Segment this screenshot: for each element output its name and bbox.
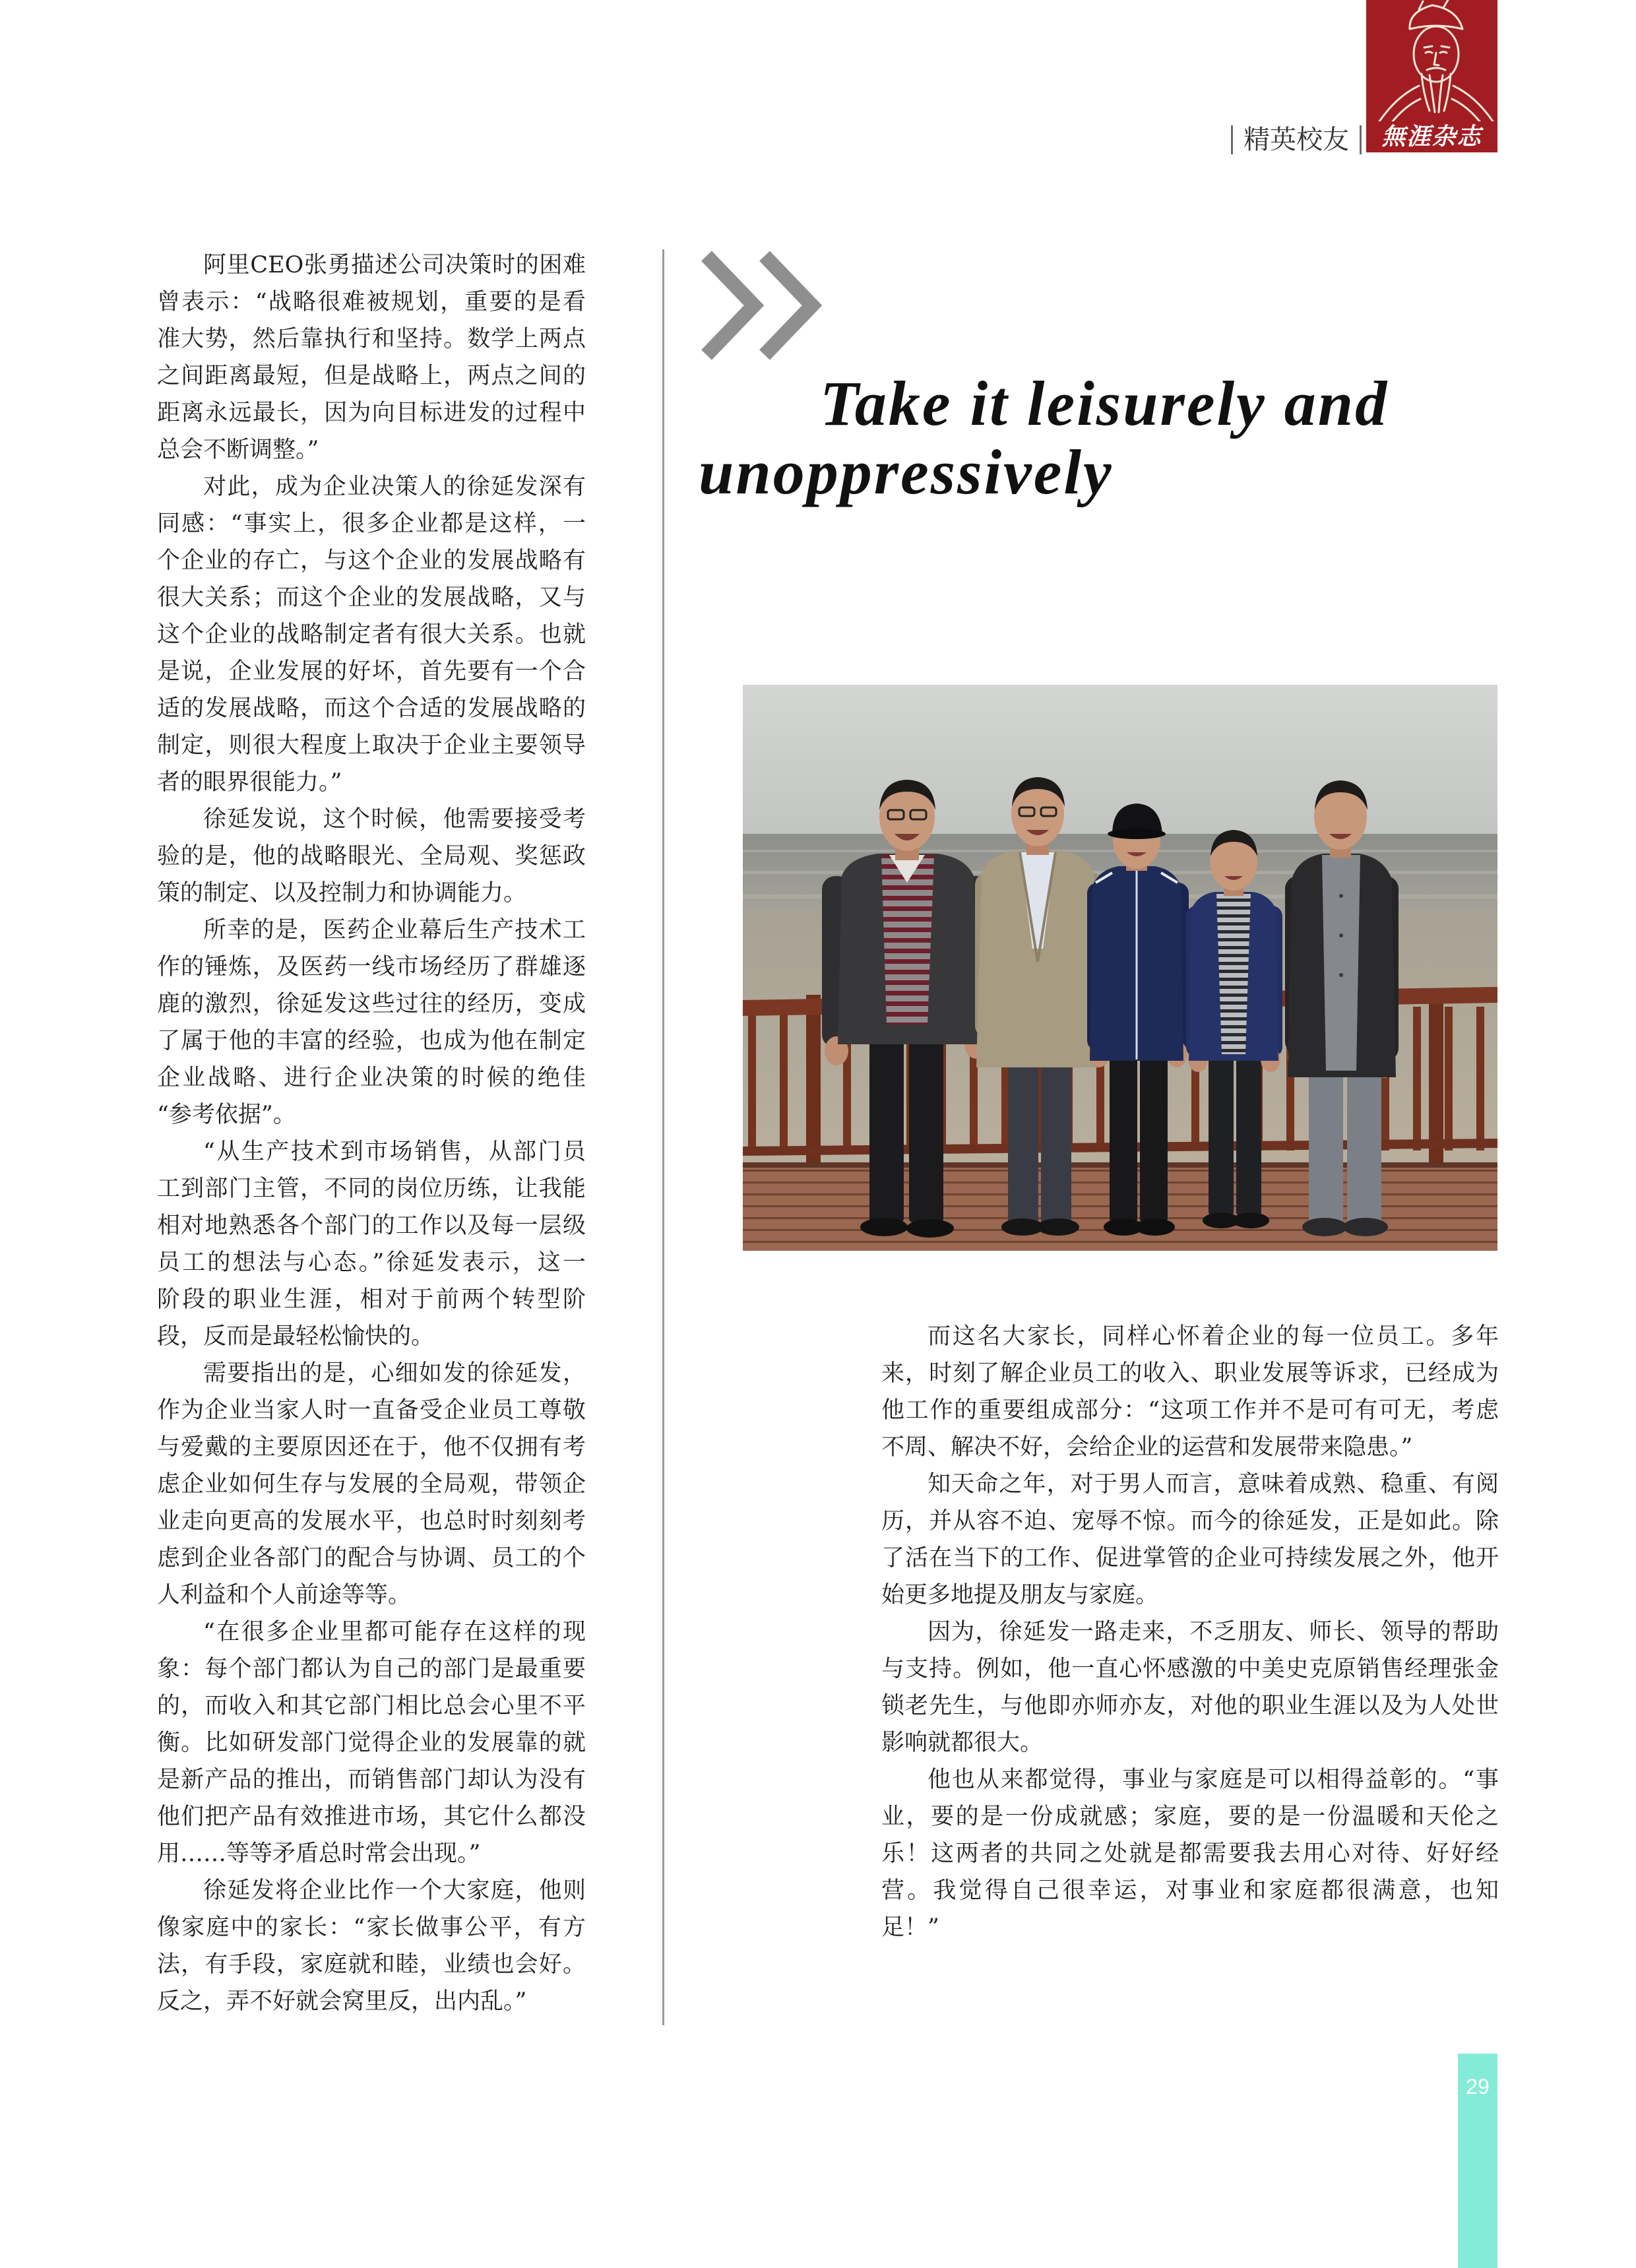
text-line: 曾表示：“战略很难被规划，重要的是看 [157, 289, 586, 315]
text-line: 虑企业如何生存与发展的全局观，带领企 [157, 1471, 586, 1497]
article-title: Take it leisurely and unoppressively [699, 368, 1389, 507]
text-line: 同感：“事实上，很多企业都是这样，一 [157, 511, 586, 537]
text-line: 他也从来都觉得，事业与家庭是可以相得益彰的。“事 [928, 1767, 1499, 1793]
text-line: 而这名大家长，同样心怀着企业的每一位员工。多年 [928, 1323, 1499, 1350]
text-line: 是说，企业发展的好坏，首先要有一个合 [157, 658, 586, 685]
paragraph [157, 912, 586, 1133]
text-line: “从生产技术到市场销售，从部门员 [203, 1139, 586, 1165]
text-line: 来，时刻了解企业员工的收入、职业发展等诉求，已经成为 [881, 1360, 1499, 1387]
text-line: 影响就都很大。 [881, 1730, 1044, 1756]
text-line: 不周、解决不好，会给企业的运营和发展带来隐患。” [881, 1434, 1413, 1461]
text-line: 适的发展战略，而这个合适的发展战略的 [157, 695, 586, 722]
text-line: 阶段的职业生涯，相对于前两个转型阶 [157, 1286, 586, 1313]
text-line: 个企业的存亡，与这个企业的发展战略有 [157, 548, 586, 574]
text-line: 了活在当下的工作、促进掌管的企业可持续发展之外，他开 [881, 1545, 1499, 1571]
text-line: 作的锤炼，及医药一线市场经历了群雄逐 [157, 954, 586, 980]
paragraph [157, 1872, 586, 2020]
logo-text: 無涯杂志 [1381, 123, 1482, 150]
text-line: 锁老先生，与他即亦师亦友，对他的职业生涯以及为人处世 [881, 1693, 1499, 1719]
text-line: “在很多企业里都可能存在这样的现 [203, 1619, 586, 1645]
text-line: 法，有手段，家庭就和睦，业绩也会好。 [157, 1951, 586, 1978]
text-line: 是新产品的推出，而销售部门却认为没有 [157, 1767, 586, 1793]
paragraph [157, 247, 586, 468]
paragraph [157, 1614, 586, 1872]
text-line: 很大关系；而这个企业的发展战略，又与 [157, 584, 586, 611]
text-line: 衡。比如研发部门觉得企业的发展靠的就 [157, 1730, 586, 1756]
text-line: 员工的想法与心态。”徐延发表示，这一 [157, 1249, 586, 1276]
portrait-illustration [1366, 0, 1497, 121]
text-line: 工到部门主管，不同的岗位历练，让我能 [157, 1176, 586, 1202]
text-line: 所幸的是，医药企业幕后生产技术工 [203, 917, 586, 943]
text-line: 足！” [881, 1914, 939, 1941]
text-line: 反之，弄不好就会窝里反，出内乱。” [157, 1988, 527, 2015]
paragraph [157, 468, 586, 801]
text-line: 鹿的激烈，徐延发这些过往的经历，变成 [157, 991, 586, 1017]
text-line: 段，反而是最轻松愉快的。 [157, 1323, 435, 1350]
text-line: 像家庭中的家长：“家长做事公平，有方 [157, 1914, 586, 1941]
paragraph [881, 1761, 1499, 1946]
page-number-tab [1458, 2054, 1497, 2268]
text-line: 需要指出的是，心细如发的徐延发， [203, 1360, 586, 1387]
text-line: 知天命之年，对于男人而言，意味着成熟、稳重、有阅 [928, 1471, 1499, 1497]
text-line: 对此，成为企业决策人的徐延发深有 [203, 474, 586, 500]
text-line: 总会不断调整。” [157, 437, 319, 463]
text-line: 历，并从容不迫、宠辱不惊。而今的徐延发，正是如此。除 [881, 1508, 1499, 1534]
text-line: 这个企业的战略制定者有很大关系。也就 [157, 621, 586, 648]
text-line: 者的眼界很能力。” [157, 769, 342, 796]
text-line: 的，而收入和其它部门相比总会心里不平 [157, 1693, 586, 1719]
text-line: 制定，则很大程度上取决于企业主要领导 [157, 732, 586, 759]
section-label: 精英校友 [1231, 125, 1362, 154]
text-line: 相对地熟悉各个部门的工作以及每一层级 [157, 1213, 586, 1239]
paragraph [881, 1614, 1499, 1761]
paragraph [157, 1133, 586, 1355]
left-text-column [157, 247, 586, 2020]
text-line: 策的制定、以及控制力和协调能力。 [157, 880, 527, 906]
paragraph [881, 1466, 1499, 1614]
text-line: 人利益和个人前途等等。 [157, 1582, 412, 1608]
text-line: 业走向更高的发展水平，也总时时刻刻考 [157, 1508, 586, 1534]
text-line: 企业战略、进行企业决策的时候的绝佳 [157, 1065, 586, 1091]
text-line: 作为企业当家人时一直备受企业员工尊敬 [157, 1397, 586, 1424]
text-line: 徐延发将企业比作一个大家庭，他则 [203, 1877, 586, 1904]
text-line: 虑到企业各部门的配合与协调、员工的个 [157, 1545, 586, 1571]
text-line: 始更多地提及朋友与家庭。 [881, 1582, 1159, 1608]
text-line: 用……等等矛盾总时常会出现。” [157, 1841, 481, 1867]
magazine-logo [1366, 0, 1497, 152]
text-line: 业，要的是一份成就感；家庭，要的是一份温暖和天伦之 [881, 1804, 1499, 1830]
group-photo [743, 685, 1497, 1251]
text-line: 之间距离最短，但是战略上，两点之间的 [157, 363, 586, 389]
text-line: 因为，徐延发一路走来，不乏朋友、师长、领导的帮助 [928, 1619, 1499, 1645]
paragraph [157, 801, 586, 912]
text-line: 阿里CEO张勇描述公司决策时的困难 [203, 252, 586, 278]
double-chevron-icon [699, 249, 824, 362]
text-line: 验的是，他的战略眼光、全局观、奖惩政 [157, 843, 586, 869]
text-line: 徐延发说，这个时候，他需要接受考 [203, 806, 586, 833]
right-text-column [881, 1318, 1499, 1946]
text-line: 乐！这两者的共同之处就是都需要我去用心对待、好好经 [881, 1841, 1499, 1867]
column-divider [662, 249, 664, 2025]
page-number: 29 [1466, 2075, 1490, 2098]
text-line: 准大势，然后靠执行和坚持。数学上两点 [157, 326, 586, 352]
text-line: 了属于他的丰富的经验，也成为他在制定 [157, 1028, 586, 1054]
text-line: 象：每个部门都认为自己的部门是最重要 [157, 1656, 586, 1682]
text-line: 与支持。例如，他一直心怀感激的中美史克原销售经理张金 [881, 1656, 1499, 1682]
text-line: 他们把产品有效推进市场，其它什么都没 [157, 1804, 586, 1830]
text-line: 他工作的重要组成部分：“这项工作并不是可有可无，考虑 [881, 1397, 1499, 1424]
text-line: “参考依据”。 [157, 1102, 296, 1128]
paragraph [157, 1355, 586, 1614]
text-line: 距离永远最长，因为向目标进发的过程中 [157, 400, 586, 426]
text-line: 营。我觉得自己很幸运，对事业和家庭都很满意，也知 [881, 1877, 1499, 1904]
text-line: 与爱戴的主要原因还在于，他不仅拥有考 [157, 1434, 586, 1461]
paragraph [881, 1318, 1499, 1466]
